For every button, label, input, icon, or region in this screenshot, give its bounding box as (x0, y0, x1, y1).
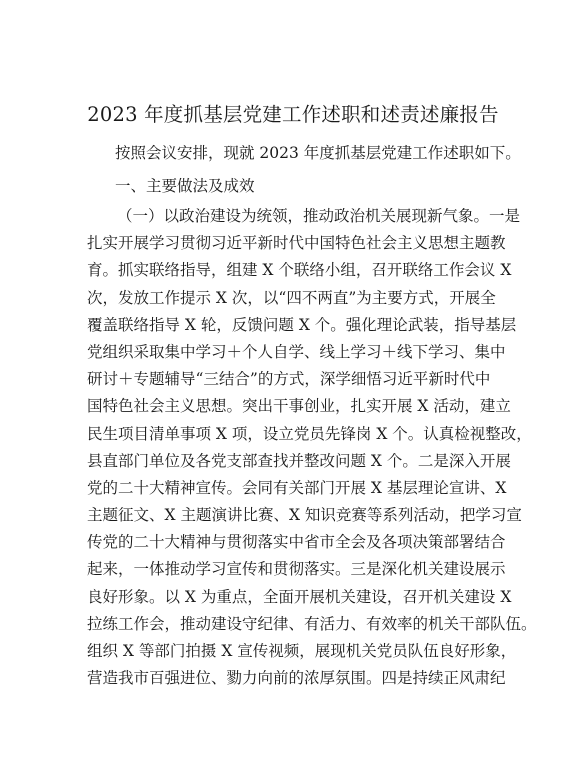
body-line: 覆盖联络指导 X 轮，反馈问题 X 个。强化理论武装，指导基层 (87, 315, 517, 334)
body-line: 党组织采取集中学习＋个人自学、线上学习＋线下学习、集中 (87, 342, 506, 361)
body-line: 良好形象。以 X 为重点，全面开展机关建设，召开机关建设 X (87, 587, 512, 606)
body-line: 县直部门单位及各党支部查找并整改问题 X 个。二是深入开展 (87, 451, 511, 470)
document-title: 2023 年度抓基层党建工作述职和述责述廉报告 (87, 103, 499, 126)
body-line: 组织 X 等部门拍摄 X 宣传视频，展现机关党员队伍良好形象， (87, 642, 517, 660)
body-line: 起来，一体推动学习宣传和贯彻落实。三是深化机关建设展示 (87, 560, 506, 579)
intro-paragraph: 按照会议安排，现就 2023 年度抓基层党建工作述职如下。 (115, 144, 521, 162)
body-line: 扎实开展学习贯彻习近平新时代中国特色社会主义思想主题教 (87, 234, 506, 253)
body-line: 拉练工作会，推动建设守纪律、有活力、有效率的机关干部队伍。 (87, 614, 537, 633)
body-line: 营造我市百强进位、勠力向前的浓厚氛围。四是持续正风肃纪 (87, 669, 506, 688)
body-paragraph (87, 203, 537, 692)
body-line: 育。抓实联络指导，组建 X 个联络小组，召开联络工作会议 X (87, 261, 512, 280)
body-line: 传党的二十大精神与贯彻落实中省市全会及各项决策部署结合 (87, 533, 506, 552)
body-line: （一）以政治建设为统领，推动政治机关展现新气象。一是 (117, 207, 521, 225)
body-line: 主题征文、X 主题演讲比赛、X 知识竞赛等系列活动，把学习宣 (87, 506, 522, 525)
body-line: 民生项目清单事项 X 项，设立党员先锋岗 X 个。认真检视整改， (87, 424, 532, 443)
body-line: 党的二十大精神宣传。会同有关部门开展 X 基层理论宣讲、X (87, 478, 507, 497)
body-line: 次，发放工作提示 X 次，以“四不两直”为主要方式，开展全 (87, 288, 496, 307)
section-heading: 一、主要做法及成效 (115, 177, 255, 195)
body-line: 国特色社会主义思想。突出干事创业，扎实开展 X 活动，建立 (87, 397, 511, 416)
body-line: 研讨＋专题辅导“三结合”的方式，深学细悟习近平新时代中 (87, 370, 491, 389)
